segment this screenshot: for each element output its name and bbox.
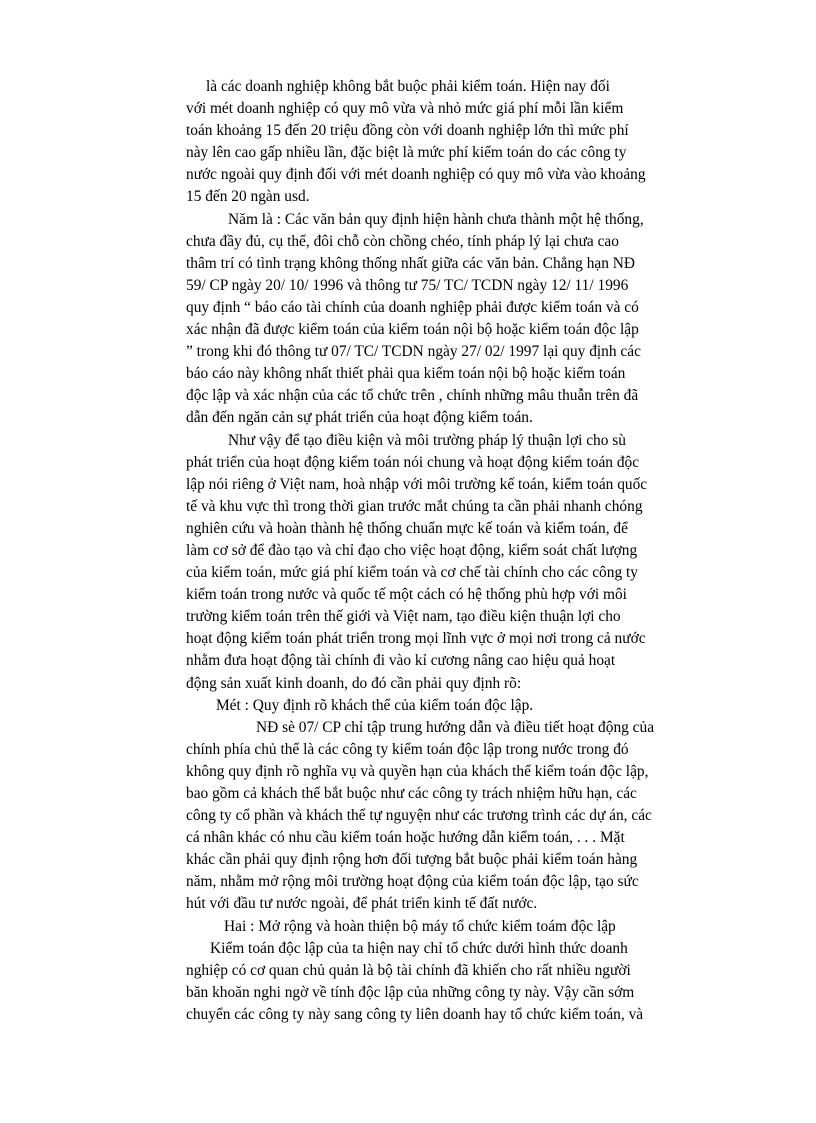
text-line: chính phía chủ thể là các công ty kiểm toán độc lập trong nước trong đó: [186, 740, 629, 758]
text-line: của kiểm toán, mức giá phí kiểm toán và cơ chế tài chính cho các công ty: [186, 564, 638, 582]
text-line: chuyển các công ty này sang công ty liên doanh hay tổ chức kiểm toán, và: [186, 1005, 644, 1023]
text-line: với mét doanh nghiệp có quy mô vừa và nhỏ mức giá phí mỗi lần kiểm: [186, 100, 624, 118]
text-line: xác nhận đã được kiểm toán của kiểm toán nội bộ hoặc kiểm toán độc lập: [186, 321, 639, 339]
text-line: bao gồm cả khách thể bắt buộc như các công ty trách nhiệm hữu hạn, các: [186, 785, 637, 802]
text-line: năm, nhằm mở rộng môi trường hoạt động của kiểm toán độc lập, tạo sức: [186, 873, 639, 891]
text-line: thâm trí có tình trạng không thống nhất giữa các văn bản. Chẳng hạn NĐ: [186, 254, 636, 272]
text-line: khác cần phải quy định rộng hơn đối tượng bắt buộc phải kiểm toán hàng: [186, 851, 638, 869]
body-text: [186, 76, 706, 1026]
text-line: nước ngoài quy định đối với mét doanh nghiệp có quy mô vừa vào khoảng: [186, 166, 646, 184]
text-line: nghiên cứu và hoàn thành hệ thống chuẩn mực kế toán và kiểm toán, để: [186, 519, 628, 537]
text-line: 59/ CP ngày 20/ 10/ 1996 và thông tư 75/ TC/ TCDN ngày 12/ 11/ 1996: [186, 276, 629, 294]
text-line: độc lập và xác nhận của các tổ chức trên , chính những mâu thuẫn trên đã: [186, 387, 639, 405]
text-line: chưa đầy đủ, cụ thể, đôi chỗ còn chồng chéo, tính pháp lý lại chưa cao: [186, 232, 619, 250]
text-line: động sản xuất kinh doanh, do đó cần phải quy định rõ:: [186, 674, 522, 692]
text-line: Năm là : Các văn bản quy định hiện hành chưa thành một hệ thống,: [228, 210, 644, 228]
text-line: hút với đầu tư nước ngoài, để phát triển kinh tế đất nước.: [186, 895, 538, 913]
text-line: kiểm toán trong nước và quốc tế một cách có hệ thống phù hợp với môi: [186, 586, 627, 604]
text-line: nhằm đưa hoạt động tài chính đi vào kỉ cương nâng cao hiệu quả hoạt: [186, 652, 616, 670]
text-line: làm cơ sở để đào tạo và chỉ đạo cho việc hoạt động, kiểm soát chất lượng: [186, 541, 638, 559]
text-line: cá nhân khác có nhu cầu kiểm toán hoặc hướng dẫn kiểm toán, . . . Mặt: [186, 829, 625, 847]
text-line: Hai : Mở rộng và hoàn thiện bộ máy tổ chức kiểm toám độc lập: [224, 917, 616, 935]
text-line: băn khoăn nghi ngờ về tính độc lập của những công ty này. Vậy cần sớm: [186, 983, 635, 1001]
text-line: báo cáo này không nhất thiết phải qua kiểm toán nội bộ hoặc kiểm toán: [186, 365, 626, 383]
text-line: tế và khu vực thì trong thời gian trước mắt chúng ta cần phải nhanh chóng: [186, 497, 643, 515]
text-line: Mét : Quy định rõ khách thể của kiểm toán độc lập.: [216, 696, 534, 714]
text-line: trường kiểm toán trên thế giới và Việt nam, tạo điều kiện thuận lợi cho: [186, 608, 621, 626]
text-line: dẫn đến ngăn cản sự phát triển của hoạt động kiểm toán.: [186, 409, 533, 427]
text-line: công ty cổ phần và khách thể tự nguyện như các trương trình các dự án, các: [186, 807, 652, 825]
text-line: NĐ sè 07/ CP chỉ tập trung hướng dẫn và điều tiết hoạt động của: [256, 718, 655, 736]
text-line: toán khoảng 15 đến 20 triệu đồng còn với doanh nghiệp lớn thì mức phí: [186, 122, 629, 140]
text-line: lập nói riêng ở Việt nam, hoà nhập với môi trường kế toán, kiểm toán quốc: [186, 475, 648, 493]
text-line: nghiệp có cơ quan chủ quản là bộ tài chính đã khiến cho rất nhiều người: [186, 961, 631, 979]
text-line: không quy định rõ nghĩa vụ và quyền hạn của khách thể kiểm toán độc lập,: [186, 762, 649, 780]
text-line: Như vậy để tạo điều kiện và môi trường pháp lý thuận lợi cho sù: [228, 431, 626, 449]
text-line: hoạt động kiểm toán phát triển trong mọi lĩnh vực ở mọi nơi trong cả nước: [186, 630, 646, 648]
text-line: là các doanh nghiệp không bắt buộc phải kiểm toán. Hiện nay đối: [206, 78, 610, 95]
text-line: 15 đến 20 ngàn usd.: [186, 188, 310, 206]
text-line: phát triển của hoạt động kiểm toán nói chung và hoạt động kiểm toán độc: [186, 453, 640, 471]
text-line: quy định “ báo cáo tài chính của doanh nghiệp phải được kiểm toán và có: [186, 298, 639, 316]
text-line: Kiểm toán độc lập của ta hiện nay chỉ tổ chức dưới hình thức doanh: [210, 939, 628, 957]
text-line: này lên cao gấp nhiều lần, đặc biệt là mức phí kiểm toán do các công ty: [186, 144, 627, 162]
text-line: ” trong khi đó thông tư 07/ TC/ TCDN ngày 27/ 02/ 1997 lại quy định các: [186, 343, 641, 361]
